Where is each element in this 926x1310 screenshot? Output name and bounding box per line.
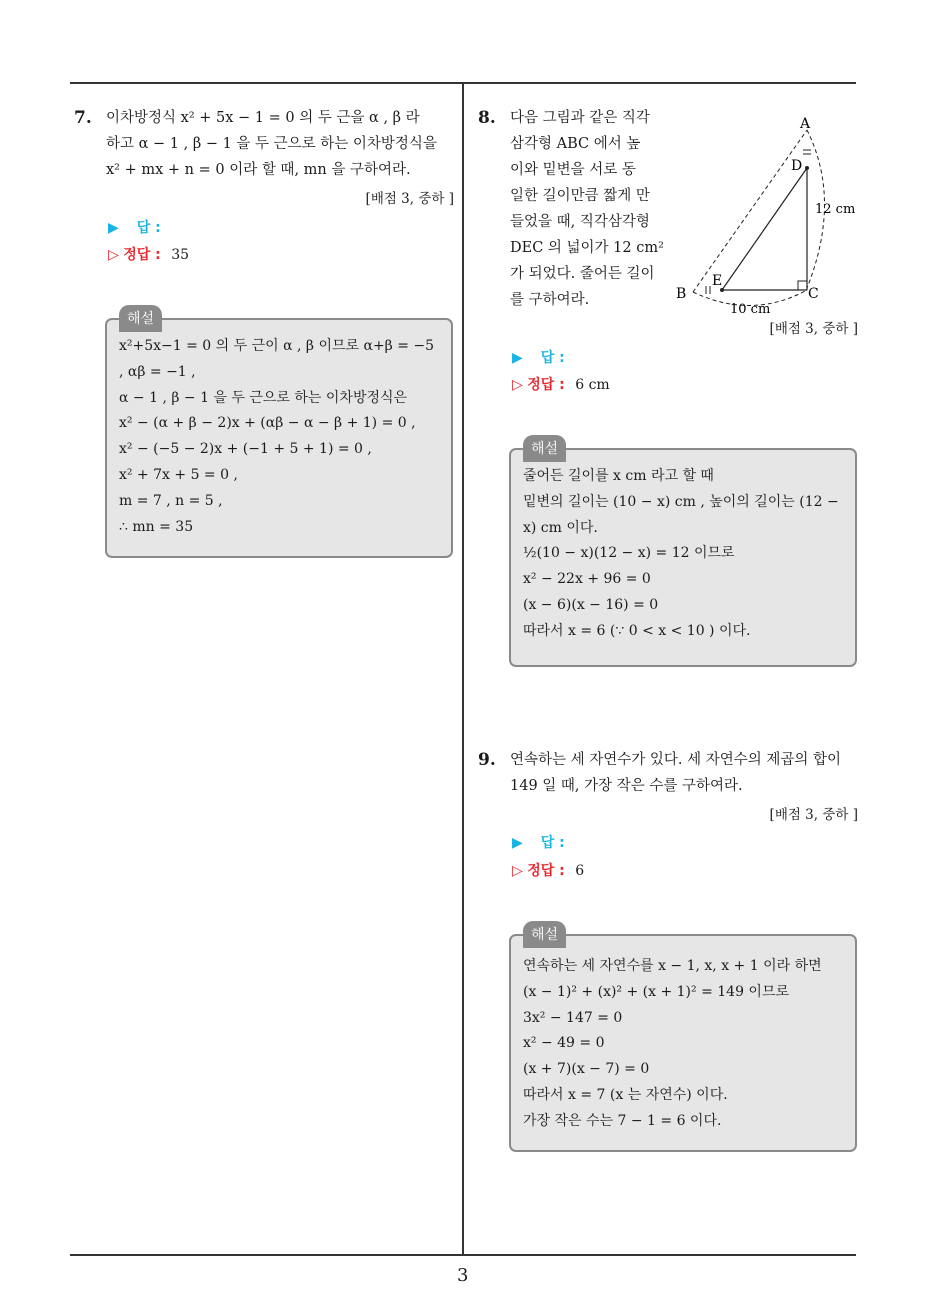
triangle-figure	[672, 110, 862, 320]
q7-text-line: x² + mx + n = 0 이라 할 때, mn 을 구하여라.	[106, 162, 411, 178]
q9-solution-box	[509, 934, 857, 1152]
q8-text-line: 일한 길이만큼 짧게 만	[510, 188, 650, 204]
q9-text-line: 149 일 때, 가장 작은 수를 구하여라.	[510, 778, 743, 794]
q9-solution-line: (x − 1)² + (x)² + (x + 1)² = 149 이므로	[523, 983, 790, 1000]
q8-correct-row	[512, 374, 610, 394]
q7-solution-line: x² + 7x + 5 = 0 ,	[119, 466, 238, 483]
q7-number: 7.	[74, 108, 92, 128]
bottom-rule	[70, 1254, 856, 1256]
label-C: C	[808, 286, 819, 302]
right-angle-mark	[798, 281, 807, 290]
q8-correct-label: 정답 :	[527, 377, 565, 393]
q8-solution-line: 밑변의 길이는 (10 − x) cm , 높이의 길이는 (12 −	[523, 493, 839, 510]
q9-correct-label: 정답 :	[527, 863, 565, 879]
q8-text-line: DEC 의 넓이가 12 cm²	[510, 240, 664, 256]
q8-question-text	[510, 105, 672, 313]
q7-solution-line: α − 1 , β − 1 을 두 근으로 하는 이차방정식은	[119, 389, 408, 406]
q8-solution-box	[509, 448, 857, 667]
q7-solution-line: m = 7 , n = 5 ,	[119, 492, 223, 509]
q9-solution-line: 따라서 x = 7 (x 는 자연수) 이다.	[523, 1086, 728, 1103]
outline-triangle-icon: ▷	[512, 377, 523, 393]
play-icon: ▶	[512, 835, 523, 851]
q7-text-line: 이차방정식 x² + 5x − 1 = 0 의 두 근을 α , β 라	[106, 110, 420, 126]
label-B: B	[676, 286, 687, 302]
q9-text-line: 연속하는 세 자연수가 있다. 세 자연수의 제곱의 합이	[510, 752, 842, 768]
q7-solution-box	[105, 318, 453, 558]
label-E: E	[712, 273, 723, 289]
outline-triangle-icon: ▷	[108, 247, 119, 263]
play-icon: ▶	[108, 220, 119, 236]
q9-solution-line: 가장 작은 수는 7 − 1 = 6 이다.	[523, 1112, 722, 1129]
q8-answer-label: 답 :	[540, 350, 565, 366]
q8-text-line: 들었을 때, 직각삼각형	[510, 214, 650, 230]
point-D	[805, 166, 809, 170]
q7-answer-row[interactable]	[108, 217, 161, 237]
q7-solution-tag: 해설	[119, 305, 162, 332]
q7-score: [배점 3, 중하 ]	[365, 191, 454, 207]
q8-solution-line: 따라서 x = 6 (∵ 0 < x < 10 ) 이다.	[523, 622, 751, 639]
q8-text-line: 다음 그림과 같은 직각	[510, 110, 650, 126]
q8-solution-tag: 해설	[523, 435, 566, 462]
q8-solution-line: 줄어든 길이를 x cm 라고 할 때	[523, 468, 714, 484]
label-A: A	[800, 116, 811, 132]
label-D: D	[791, 158, 803, 174]
q7-solution-line: x² − (α + β − 2)x + (αβ − α − β + 1) = 0 ,	[119, 415, 416, 432]
q9-correct-value: 6	[575, 863, 585, 879]
q7-correct-value: 35	[171, 247, 190, 263]
q8-text-line: 가 되었다. 줄어든 길이	[510, 266, 655, 282]
q7-correct-label: 정답 :	[123, 247, 161, 263]
q8-solution-line: ½(10 − x)(12 − x) = 12 이므로	[523, 545, 735, 562]
q7-solution-line: , αβ = −1 ,	[119, 363, 196, 380]
q7-solution-line: ∴ mn = 35	[119, 518, 194, 535]
q9-correct-row	[512, 860, 584, 880]
q9-solution-line: x² − 49 = 0	[523, 1035, 605, 1052]
page-number: 3	[457, 1265, 469, 1286]
column-divider	[462, 82, 464, 1254]
outline-triangle-icon: ▷	[512, 863, 523, 879]
hypotenuse-DE	[722, 168, 807, 290]
q8-text-line: 이와 밑변을 서로 동	[510, 162, 636, 178]
q9-number: 9.	[478, 750, 496, 770]
q8-correct-value: 6 cm	[575, 377, 610, 393]
q7-question-text	[106, 105, 458, 183]
q8-text-line: 를 구하여라.	[510, 292, 590, 308]
q9-solution-line: 3x² − 147 = 0	[523, 1009, 623, 1026]
q8-solution-line: x² − 22x + 96 = 0	[523, 571, 651, 588]
q8-solution-lines	[523, 464, 845, 645]
q8-solution-line: (x − 6)(x − 16) = 0	[523, 596, 659, 613]
dashed-hypotenuse-AB	[693, 130, 807, 292]
q9-solution-line: 연속하는 세 자연수를 x − 1, x, x + 1 이라 하면	[523, 958, 822, 974]
q7-answer-label: 답 :	[136, 220, 161, 236]
q9-solution-lines	[523, 954, 845, 1135]
q8-text-line: 삼각형 ABC 에서 높	[510, 136, 641, 152]
label-base: 10 cm	[730, 302, 771, 317]
q9-solution-tag: 해설	[523, 921, 566, 948]
q7-solution-line: x² − (−5 − 2)x + (−1 + 5 + 1) = 0 ,	[119, 441, 372, 458]
label-height: 12 cm	[815, 202, 856, 217]
q9-answer-row[interactable]	[512, 832, 565, 852]
q7-text-line: 하고 α − 1 , β − 1 을 두 근으로 하는 이차방정식을	[106, 136, 437, 152]
q9-answer-label: 답 :	[540, 835, 565, 851]
q8-answer-row[interactable]	[512, 347, 565, 367]
q7-solution-lines	[119, 334, 441, 540]
q8-score: [배점 3, 중하 ]	[769, 321, 858, 337]
q9-question-text	[510, 747, 860, 799]
q7-correct-row	[108, 244, 189, 264]
q9-score: [배점 3, 중하 ]	[769, 807, 858, 823]
q8-solution-line: x) cm 이다.	[523, 519, 598, 536]
q9-solution-line: (x + 7)(x − 7) = 0	[523, 1061, 650, 1078]
q7-solution-line: x²+5x−1 = 0 의 두 근이 α , β 이므로 α+β = −5	[119, 338, 435, 354]
play-icon: ▶	[512, 350, 523, 366]
q8-number: 8.	[478, 108, 496, 128]
